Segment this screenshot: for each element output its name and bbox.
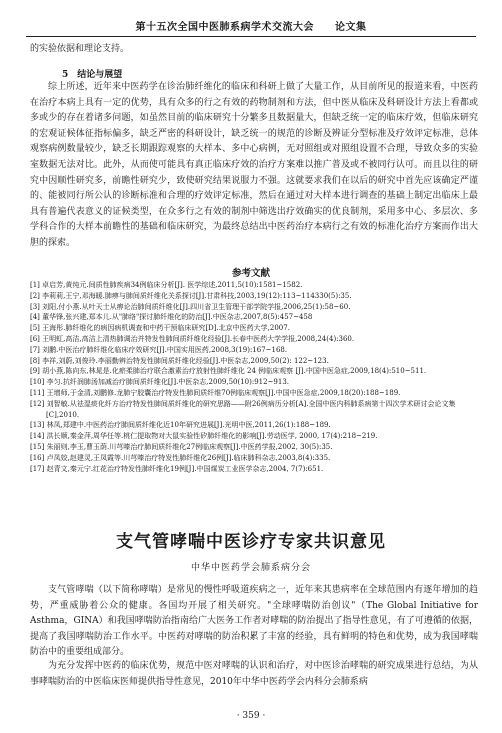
- reference-item: [15] 朱丽则,李玉,曹玉荫.川芎嗪治疗肺间质纤维化27例临床观察[J].中医药学报,2002, 30(5):35.: [30, 442, 333, 451]
- running-header: [26, 15, 476, 37]
- reference-item: [17] 赵青文,秦元宁.红花治疗特发性肺纤维化19例[J].中国煤炭工业医学杂志,2004, 7(7):651.: [30, 464, 324, 473]
- article-title: 支气管哮喘中医诊疗专家共识意见: [116, 532, 386, 552]
- references-title: 参考文献: [231, 268, 270, 279]
- header-title: 第十五次全国中医肺系病学术交流大会 论文集: [135, 22, 367, 33]
- reference-item: [6] 王明虹,高洁,高洁上清热肺调治并特发性肺间质纤维化经验[J].长春中医药大学学报,2008,24(4):360.: [30, 334, 355, 343]
- conclusion-paragraph: 综上所述，近年来中医药学在诊治肺纤维化的临床和科研上做了大量工作，从目前所见的报道来看，中医药在治疗本病上具有一定的优势，具有众多的行之有效的药物制剂和方法，但中医从临床及科研设计方法上看都或多或少的存在着诸多问题，如虽然目前的临床研究十分繁多且数据量大，但缺乏统一定的临床疗效，但临床研究的宏观证候体征指标偏多，缺乏严密的科研设计，缺乏统一的规范的诊断及辨证分型标准及疗效评定标准，总体观察病例数量较少，缺乏长期跟踪观察的大样本、多中心病例，无对照组或对照组设置不合理，导致众多的实验室数据无法对比。此外，从而使可能具有真正临床疗效的治疗方案难以推广普及或不被同行认可。而且以往的研究中因顺性研究多，前瞻性研究少，致使研究结果说服力不强。这就要求我们在以后的研究中首先应该确定严谨的、能被同行所公认的诊断标准和合理的疗效评定标准，然后在通过对大样本进行调查的基础上制定出临床上最具有普遍代表意义的证候类型，在众多行之有效的制剂中筛选出疗效确实的优良制剂，采用多中心、多层次、多学科合作的大样本前瞻性的基础和临床研究，为最终总结出中医药治疗本病行之有效的标准化治疗方案而作出大胆的探索。: [30, 82, 478, 248]
- reference-item: [14] 洪长顺,秦金萍,周华任等.桃仁提取物对大鼠实验性矽肺纤维化的影响[J].劳动医学, 2000, 17(4):218~219.: [30, 432, 378, 441]
- reference-item: [7] 刘鹏.中医治疗肺纤维化临床疗效研究[J].中国实用医药,2008,3(19):167~168.: [30, 345, 288, 354]
- previous-paragraph-continuation: 的实验依据和理论支持。: [30, 44, 130, 54]
- reference-item: [4] 董华锋,张兴建,郑本儿.从"肺络"探讨肺纤维化的防治[J].中医杂志,2007,8(5):457~458: [30, 313, 313, 322]
- reference-item: [5] 王海彤.肺纤维化的病因病机调查和中药干预临床研究[D].北京中医药大学,2007.: [30, 324, 290, 333]
- page-number: · 359 ·: [236, 711, 266, 721]
- article-paragraph: 支气管哮喘（以下简称哮喘）是常见的慢性呼吸道疾病之一，近年来其患病率在全球范围内有逐年增加的趋势，严重威胁着公众的健康。各国均开展了相关研究。"全球哮喘防治创议"（The Global Initiative for Asthma，GINA）和我国哮喘防治指南给广大医务工作者对哮喘的防治提出了指导性意见，有了可遵循的依据，提高了我国哮喘防治工作水平。中医药对哮喘的防治积累了丰富的经验，具有鲜明的特色和优势，成为我国哮喘防治中的重要组成部分。: [30, 585, 478, 658]
- reference-item: [9] 胡小燕,陈向东,林晁是.化瘀柔肺治疗联合激素治疗放射性肺纤维化 24 例临床观察 [J].中国中医急症,2009,18(4):510~511.: [30, 367, 427, 376]
- reference-item: [11] 王增师,于金清,刘鹏修.龙肺宁胶囊治疗特发性肺间质纤维70例临床观察[J].中国中医急症,2009,18(20):188~189.: [30, 388, 401, 397]
- reference-item: [13] 林凤,郑建中.中医药治疗肺间质纤维化近10年研究进展[J].光明中医,2011,26(1):188~189.: [30, 421, 331, 430]
- reference-item: [1] 卓启芳,黄纯元.间质性肺疾病34例临床分析[J]. 医学综述,2011,5(10):1581~1582.: [30, 281, 303, 289]
- reference-item: [8] 李祥,刘蔚,刘俊玲.李丽勤辨治特发性肺间质纤维化经验[J].中医杂志,2009,50(2): 122~123.: [30, 356, 329, 365]
- reference-item: [2] 李莉莉,王宁,邓海暖.肺痹与肺间质纤维化关系探讨[J].甘肃科技,2003,19(12):113~114330(5):35.: [30, 291, 352, 300]
- section-heading: 5 结论与展望: [62, 70, 123, 80]
- article-author: 中华中医药学会肺系病分会: [190, 563, 311, 573]
- reference-list: [30, 280, 478, 474]
- reference-item: [12] 刘智敏.从祛湿痰化纤方治疗特发性肺间质纤维化的研究思路——附26例病历分析[A].全国中医内科肺系病第十四次学术研讨会论文集[C],2010.: [30, 399, 456, 419]
- reference-item: [16] 卢凤姣,赵建灵,王凤霞等.川芎嗪治疗特发性肺纤维化26例[J].临床肺科杂志,2003,8(4):335.: [30, 453, 331, 462]
- reference-item: [10] 李匀.抗纤润肺汤加减治疗肺间质纤维化[J].中医杂志,2009,50(10):912~913.: [30, 378, 290, 387]
- article-paragraph: 为充分发挥中医药的临床优势，规范中医对哮喘的认识和治疗，对中医诊治哮喘的研究成果进行总结，为从事哮喘防治的中医临床医师提供指导性意见，2010年中华中医药学会内科分会肺系病: [30, 661, 478, 687]
- reference-item: [3] 刘阳,付小燕.从叶天士从痹论治肺间质纤维化[J].四川省卫生管理干部学院学报,2006,25(1):58~60.: [30, 302, 351, 311]
